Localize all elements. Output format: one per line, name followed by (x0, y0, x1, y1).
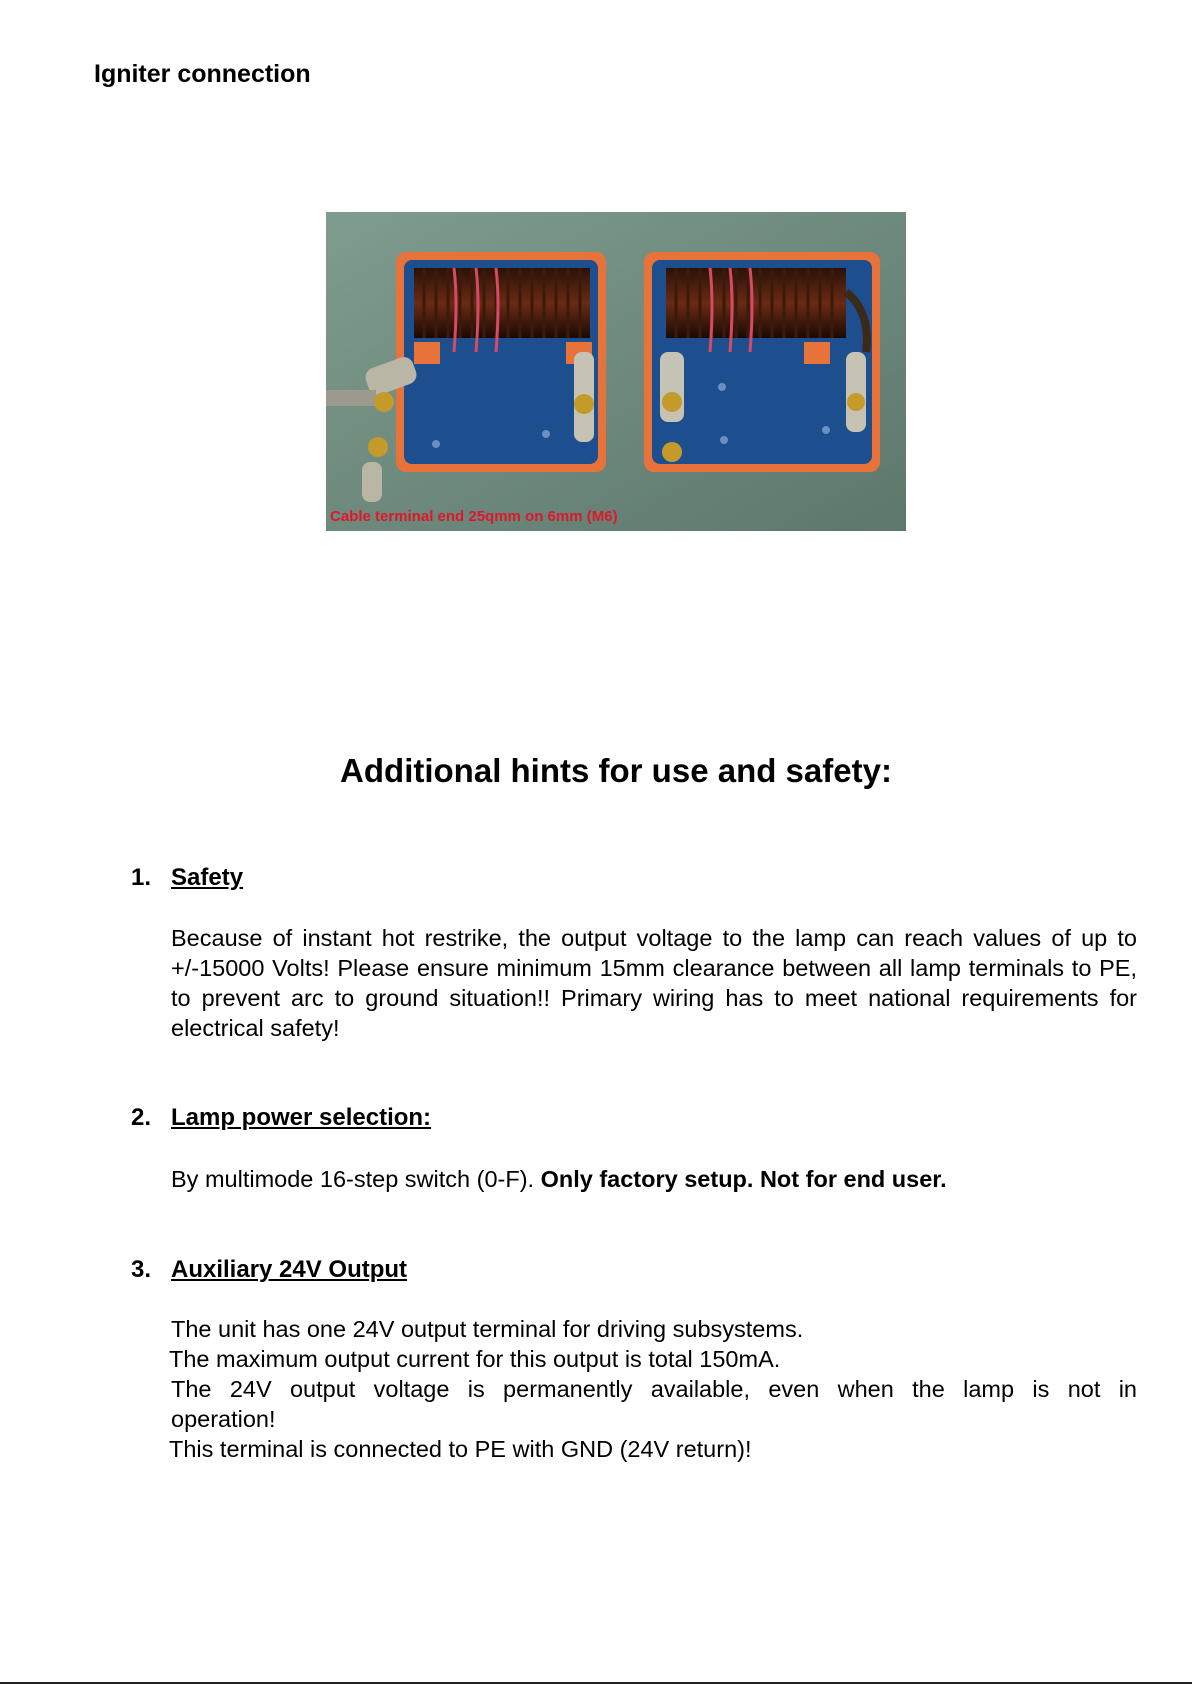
section-2-text: By multimode 16-step switch (0-F). (171, 1166, 535, 1192)
section-2-title: Lamp power selection: (171, 1104, 432, 1131)
section-3-line-5: This terminal is connected to PE with GND (24V return)! (169, 1436, 752, 1462)
section-2-text-row (171, 1164, 947, 1194)
page-title: Igniter connection (94, 60, 311, 88)
igniter-photo (326, 212, 906, 531)
page-bottom-rule (0, 1682, 1192, 1684)
igniter-illustration (326, 212, 906, 531)
section-2-emphasis: Only factory setup. Not for end user. (540, 1166, 947, 1192)
section-3-line-3: The 24V output voltage is permanently available, even when the lamp is not in (171, 1376, 1137, 1402)
section-3-line-1: The unit has one 24V output terminal for driving subsystems. (171, 1316, 804, 1342)
section-1-number: 1. (131, 864, 152, 891)
section-1-title: Safety (171, 864, 244, 891)
section-3-line-4: operation! (171, 1406, 276, 1432)
photo-caption: Cable terminal end 25qmm on 6mm (M6) (330, 508, 618, 525)
section-3-line-2: The maximum output current for this output is total 150mA. (169, 1346, 781, 1372)
hints-heading: Additional hints for use and safety: (340, 752, 892, 789)
section-1-text: Because of instant hot restrike, the output voltage to the lamp can reach values of up to +/-15000 Volts! Please ensure minimum 15mm clearance between all lamp terminals to PE, to prevent arc to ground situation!! Primary wiring has to meet national requirements for electrical safety! (171, 925, 1137, 1041)
section-3-number: 3. (131, 1256, 152, 1283)
section-3-title: Auxiliary 24V Output (171, 1256, 408, 1283)
section-2-number: 2. (131, 1104, 152, 1131)
